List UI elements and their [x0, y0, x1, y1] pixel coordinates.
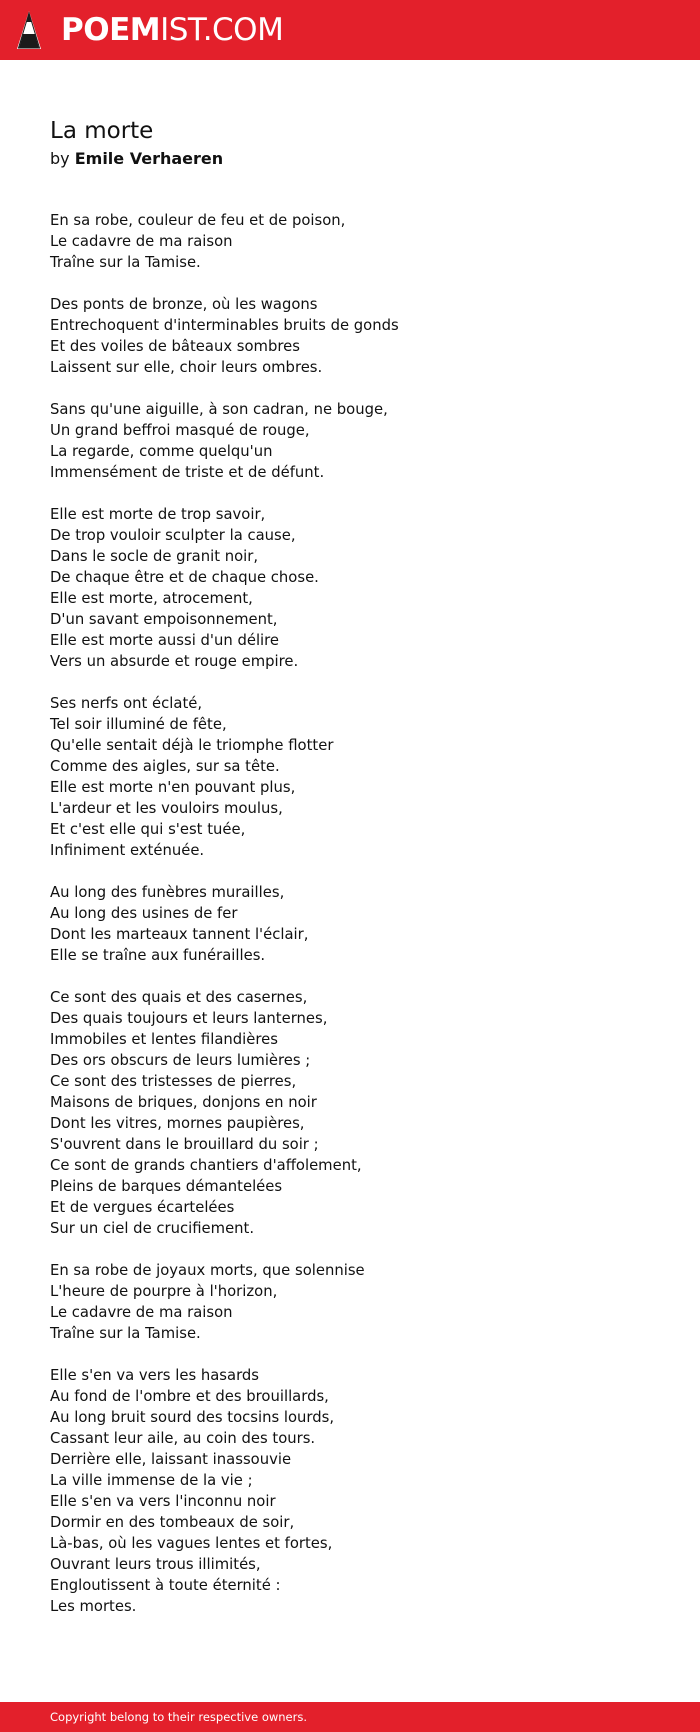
poem-line: Le cadavre de ma raison [50, 1304, 233, 1321]
site-footer [0, 1702, 700, 1732]
poem-line: Au long des funèbres murailles, [50, 884, 285, 901]
poem-line: Ce sont des tristesses de pierres, [50, 1073, 297, 1090]
poem-line: Elle est morte n'en pouvant plus, [50, 779, 296, 796]
poem-line: Maisons de briques, donjons en noir [50, 1094, 317, 1111]
poem-line: Immensément de triste et de défunt. [50, 464, 325, 481]
poem-line: S'ouvrent dans le brouillard du soir ; [50, 1136, 319, 1153]
logo-text-light: IST.COM [160, 12, 284, 48]
poem-line: De chaque être et de chaque chose. [50, 569, 319, 586]
poem-stanza [50, 399, 650, 483]
poem-line: Qu'elle sentait déjà le triomphe flotter [50, 737, 334, 754]
poem-line: Laissent sur elle, choir leurs ombres. [50, 359, 323, 376]
poem-line: Traîne sur la Tamise. [50, 1325, 201, 1342]
poem-line: La regarde, comme quelqu'un [50, 443, 273, 460]
poem-stanza [50, 1365, 650, 1617]
site-logo-link[interactable] [61, 10, 283, 50]
poem-line: Traîne sur la Tamise. [50, 254, 201, 271]
poem-line: Dans le socle de granit noir, [50, 548, 259, 565]
poem-content [50, 116, 650, 1638]
poem-line: Et de vergues écartelées [50, 1199, 235, 1216]
poem-line: Des ponts de bronze, où les wagons [50, 296, 318, 313]
poem-title: La morte [50, 118, 154, 144]
poem-line: Tel soir illuminé de fête, [50, 716, 227, 733]
poem-line: Immobiles et lentes filandières [50, 1031, 278, 1048]
poem-line: Ses nerfs ont éclaté, [50, 695, 203, 712]
poem-line: Pleins de barques démantelées [50, 1178, 283, 1195]
copyright-text: Copyright belong to their respective owners. [50, 1710, 308, 1724]
poem-line: En sa robe, couleur de feu et de poison, [50, 212, 346, 229]
poem-line: Au long bruit sourd des tocsins lourds, [50, 1409, 335, 1426]
poem-line: Elle se traîne aux funérailles. [50, 947, 266, 964]
poem-line: En sa robe de joyaux morts, que solennise [50, 1262, 365, 1279]
poem-line: Le cadavre de ma raison [50, 233, 233, 250]
poem-stanza [50, 987, 650, 1239]
poem-line: Un grand beffroi masqué de rouge, [50, 422, 310, 439]
poem-line: Engloutissent à toute éternité : [50, 1577, 281, 1594]
logo-text-bold: POEM [61, 12, 161, 48]
poem-stanza [50, 882, 650, 966]
author-name: Emile Verhaeren [74, 149, 224, 168]
poem-line: Et c'est elle qui s'est tuée, [50, 821, 246, 838]
poem-line: D'un savant empoisonnement, [50, 611, 278, 628]
poem-line: Des ors obscurs de leurs lumières ; [50, 1052, 311, 1069]
poem-line: Les mortes. [50, 1598, 137, 1615]
poem-line: La ville immense de la vie ; [50, 1472, 253, 1489]
poem-line: Elle est morte de trop savoir, [50, 506, 266, 523]
poem-byline [50, 148, 650, 170]
poem-stanza [50, 1260, 650, 1344]
poem-line: Dont les vitres, mornes paupières, [50, 1115, 305, 1132]
poem-line: Au long des usines de fer [50, 905, 238, 922]
poem-stanza [50, 210, 650, 273]
poem-line: Entrechoquent d'interminables bruits de gonds [50, 317, 399, 334]
site-header [0, 0, 700, 60]
poem-line: Dormir en des tombeaux de soir, [50, 1514, 295, 1531]
poem-line: Là-bas, où les vagues lentes et fortes, [50, 1535, 333, 1552]
poem-line: Elle s'en va vers l'inconnu noir [50, 1493, 276, 1510]
poem-line: Cassant leur aile, au coin des tours. [50, 1430, 316, 1447]
poem-line: Ce sont de grands chantiers d'affolement, [50, 1157, 362, 1174]
poem-line: Infiniment exténuée. [50, 842, 205, 859]
poem-line: Vers un absurde et rouge empire. [50, 653, 299, 670]
poem-line: De trop vouloir sculpter la cause, [50, 527, 296, 544]
pen-nib-icon[interactable] [16, 10, 42, 50]
poem-line: Sur un ciel de crucifiement. [50, 1220, 255, 1237]
poem-line: Et des voiles de bâteaux sombres [50, 338, 300, 355]
poem-line: Ouvrant leurs trous illimités, [50, 1556, 261, 1573]
poem-line: Elle est morte aussi d'un délire [50, 632, 280, 649]
poem-stanza [50, 693, 650, 861]
poem-stanza [50, 504, 650, 672]
poem-line: Dont les marteaux tannent l'éclair, [50, 926, 309, 943]
by-label: by [50, 149, 70, 168]
poem-line: Comme des aigles, sur sa tête. [50, 758, 280, 775]
poem-line: L'heure de pourpre à l'horizon, [50, 1283, 278, 1300]
poem-line: Au fond de l'ombre et des brouillards, [50, 1388, 329, 1405]
poem-line: Derrière elle, laissant inassouvie [50, 1451, 292, 1468]
poem-line: Elle est morte, atrocement, [50, 590, 253, 607]
poem-stanza [50, 294, 650, 378]
poem-line: Elle s'en va vers les hasards [50, 1367, 259, 1384]
poem-line: Ce sont des quais et des casernes, [50, 989, 308, 1006]
poem-line: Sans qu'une aiguille, à son cadran, ne bouge, [50, 401, 388, 418]
poem-line: L'ardeur et les vouloirs moulus, [50, 800, 283, 817]
poem-body [50, 210, 650, 1617]
poem-line: Des quais toujours et leurs lanternes, [50, 1010, 328, 1027]
